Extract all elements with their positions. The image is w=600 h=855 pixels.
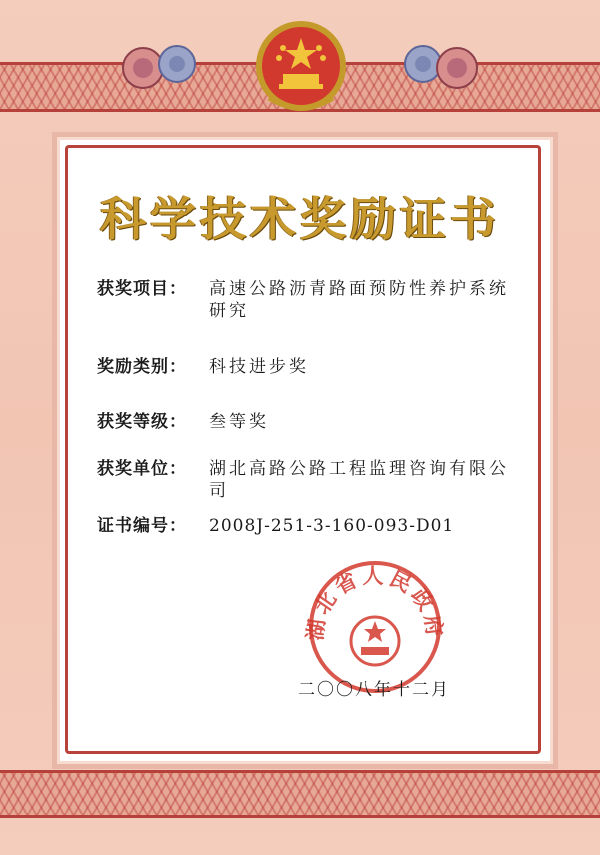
svg-text:湖北省人民政府: 湖北省人民政府 — [302, 564, 448, 642]
field-certificate-number-label: 证书编号： — [97, 516, 187, 536]
bottom-decorative-band — [0, 770, 600, 818]
field-certificate-number-value: 2008J-251-3-160-093-D01 — [209, 516, 455, 536]
field-grade-label: 获奖等级： — [97, 412, 187, 432]
field-organization-value: 湖北高路公路工程监理咨询有限公司 — [209, 459, 509, 501]
field-project-value: 高速公路沥青路面预防性养护系统研究 — [209, 279, 509, 321]
field-category-value: 科技进步奖 — [209, 357, 309, 377]
field-project-label: 获奖项目： — [97, 279, 187, 299]
field-category-label: 奖励类别： — [97, 357, 187, 377]
issue-date: 二〇〇八年十二月 — [298, 680, 450, 700]
peony-ornament-left — [115, 38, 205, 98]
certificate-title: 科学技术奖励证书 — [100, 192, 500, 246]
field-organization-label: 获奖单位： — [97, 459, 187, 479]
peony-ornament-right — [395, 38, 485, 98]
field-grade-value: 叁等奖 — [209, 412, 269, 432]
national-emblem-icon — [255, 18, 347, 118]
official-seal-icon — [295, 555, 455, 695]
